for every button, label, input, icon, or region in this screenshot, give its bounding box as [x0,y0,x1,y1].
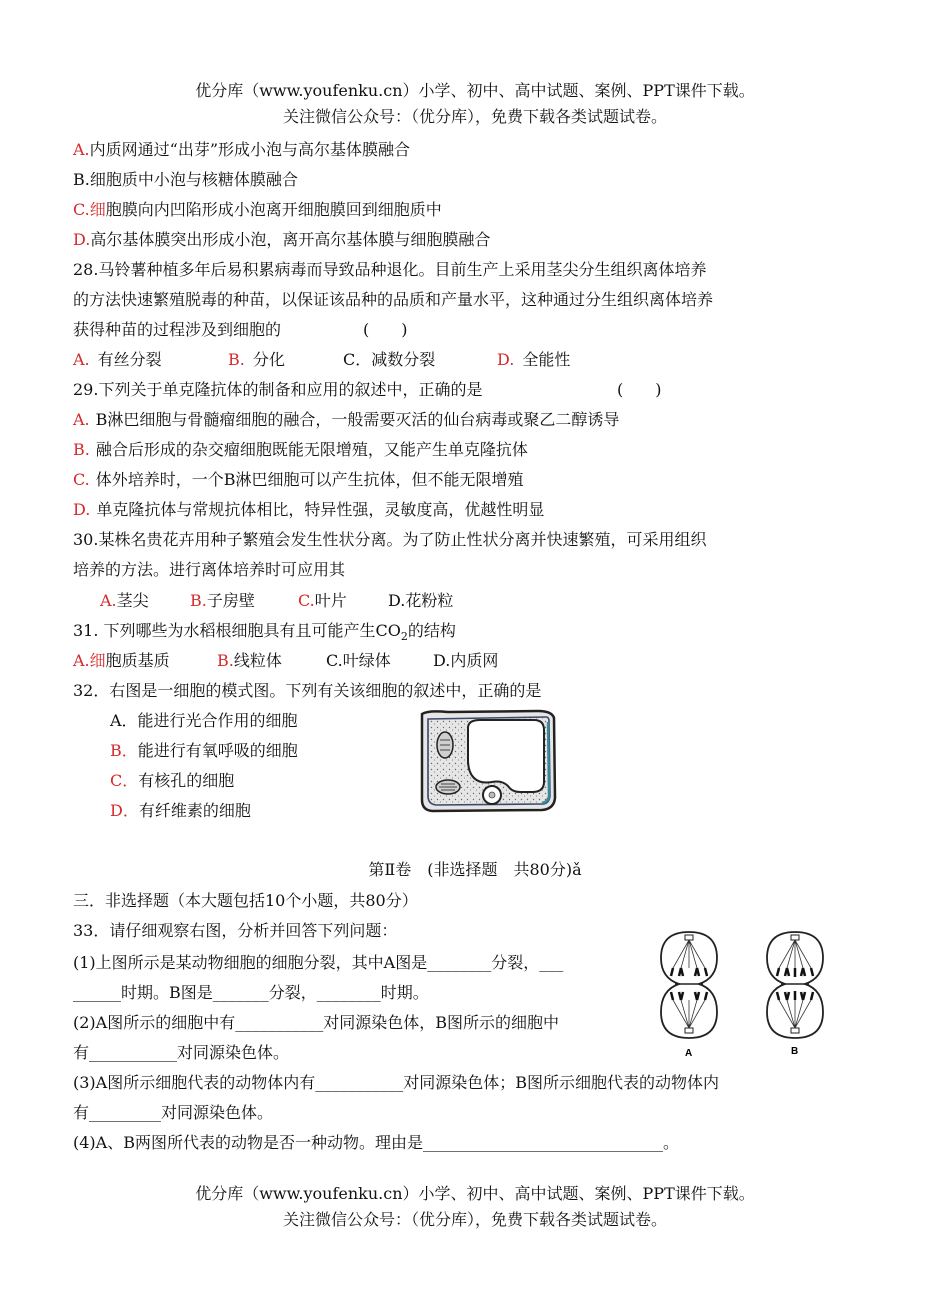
cell-a-centriole-top [685,935,693,940]
q28-b-text: 分化 [252,350,285,369]
q32-option-a: A．能进行光合作用的细胞 [110,711,298,730]
q28-a-text: 有丝分裂 [97,350,162,369]
q28-option-c: C．减数分裂 [343,350,436,369]
q27-c-text: 胞膜向内凹陷形成小泡离开细胞膜回到细胞质中 [105,200,442,219]
cell-b-figure [767,932,823,1057]
q27-option-d [73,229,490,251]
q30-stem-line-1: 30.某株名贵花卉用种子繁殖会发生性状分离。为了防止性状分离并快速繁殖，可采用组织 [73,530,707,549]
q33-sub1-line-2: ______时期。B图是_______分裂，________时期。 [73,983,429,1002]
q30-a-text: 茎尖 [116,591,149,610]
q30-option-a [100,590,149,612]
q29-a-text: B淋巴细胞与骨髓瘤细胞的融合，一般需要灭活的仙台病毒或聚乙二醇诱导 [95,410,620,429]
cell-b-label: B [791,1046,799,1057]
cell-division-figure [655,928,840,1058]
q28-d-text: 全能性 [522,350,571,369]
q30-b-letter: B. [190,591,207,610]
cell-a-label: A [685,1048,693,1058]
header-line-1: 优分库（www.youfenku.cn）小学、初中、高中试题、案例、PPT课件下载。 [195,81,755,100]
q32-b-text: 能进行有氧呼吸的细胞 [137,741,298,760]
cell-b-centriole-bottom [791,1028,799,1033]
q29-answer-bracket: ( ) [617,380,662,399]
q31-a-letter: A.细 [73,651,106,670]
q33-sub3-line-1: (3)A图所示细胞代表的动物体内有___________对同源染色体；B图所示细胞代表的动物体内 [73,1073,719,1092]
q28-option-b [228,349,285,371]
q32-stem: 32．右图是一细胞的模式图。下列有关该细胞的叙述中，正确的是 [73,681,542,700]
q27-a-text: 内质网通过“出芽”形成小泡与高尔基体膜融合 [89,140,411,159]
q31-option-d: D.内质网 [433,651,499,670]
q33-sub3-line-2: 有_________对同源染色体。 [73,1103,274,1122]
q30-option-c [298,590,347,612]
q27-d-text: 高尔基体膜突出形成小泡，离开高尔基体膜与细胞膜融合 [90,230,491,249]
q31-option-c: C.叶绿体 [326,651,391,670]
plant-cell-figure [418,708,558,814]
q27-c-letter: C.细 [73,200,106,219]
q29-b-text: 融合后形成的杂交瘤细胞既能无限增殖，又能产生单克隆抗体 [95,440,528,459]
q29-stem: 29.下列关于单克隆抗体的制备和应用的叙述中，正确的是 [73,380,483,399]
q31-b-letter: B. [217,651,234,670]
q30-c-text: 叶片 [314,591,347,610]
q32-d-text: 有纤维素的细胞 [138,801,251,820]
q29-d-text: 单克隆抗体与常规抗体相比，特异性强，灵敏度高，优越性明显 [96,500,545,519]
q33-stem: 33．请仔细观察右图，分析并回答下列问题： [73,921,398,940]
q32-d-letter: D． [110,801,139,820]
q32-option-d [110,800,251,822]
q27-option-b: B.细胞质中小泡与核糖体膜融合 [73,170,298,189]
q28-b-letter: B. [228,350,245,369]
q32-option-c [110,770,234,792]
q29-a-letter: A. [73,410,90,429]
q29-d-letter: D. [73,500,91,519]
q33-sub2-line-1: (2)A图所示的细胞中有___________对同源染色体，B图所示的细胞中 [73,1013,559,1032]
q31-stem [73,620,456,648]
q33-sub4: (4)A、B两图所代表的动物是否一种动物。理由是______________________________。 [73,1133,679,1152]
q30-option-d: D.花粉粒 [388,591,454,610]
footer-line-2: 关注微信公众号：（优分库），免费下载各类试题试卷。 [282,1210,667,1229]
q31-a-text: 胞质基质 [105,651,170,670]
q28-stem-line-1: 28.马铃薯种植多年后易积累病毒而导致品种退化。目前生产上采用茎尖分生组织离体培养 [73,260,707,279]
q32-c-text: 有核孔的细胞 [138,771,235,790]
q29-option-c [73,469,524,491]
q32-b-letter: B． [110,741,138,760]
q29-c-letter: C. [73,470,90,489]
q28-d-letter: D. [497,350,515,369]
q30-a-letter: A. [100,591,117,610]
q31-stem-post: 的结构 [407,621,456,640]
q29-c-text: 体外培养时，一个B淋巴细胞可以产生抗体，但不能无限增殖 [95,470,524,489]
q33-sub1-line-1: (1)上图所示是某动物细胞的细胞分裂，其中A图是________分裂，___ [73,953,564,972]
q28-a-letter: A. [73,350,90,369]
q31-b-text: 线粒体 [233,651,282,670]
q28-option-a [73,349,162,371]
cell-a-figure [661,932,717,1058]
q28-answer-bracket: ( ) [363,320,408,339]
part2-title: 第Ⅱ卷 (非选择题 共80分)ǎ [368,860,582,879]
part2-section-heading: 三．非选择题（本大题包括10个小题，共80分） [73,891,418,910]
q29-b-letter: B. [73,440,90,459]
q28-option-d [497,349,570,371]
vacuole [468,720,544,792]
cell-b-centriole-top [791,935,799,940]
q29-option-a [73,409,619,431]
q32-c-letter: C． [110,771,139,790]
q28-stem-line-2: 的方法快速繁殖脱毒的种苗，以保证该品种的品质和产量水平，这种通过分生组织离体培养 [73,290,714,309]
cell-a-centriole-bottom [685,1028,693,1033]
q27-d-letter: D. [73,230,91,249]
q29-option-d [73,499,544,521]
q30-b-text: 子房壁 [206,591,255,610]
q32-option-b [110,740,298,762]
q27-a-letter: A. [73,140,90,159]
q30-option-b [190,590,255,612]
q30-c-letter: C. [298,591,315,610]
nucleolus [489,792,495,798]
q27-option-c [73,199,442,221]
footer-line-1: 优分库（www.youfenku.cn）小学、初中、高中试题、案例、PPT课件下载。 [195,1184,755,1203]
q29-option-b [73,439,528,461]
q30-stem-line-2: 培养的方法。进行离体培养时可应用其 [73,560,346,579]
header-line-2: 关注微信公众号：（优分库），免费下载各类试题试卷。 [282,107,667,126]
q31-option-b [217,650,282,672]
q31-stem-pre: 31. 下列哪些为水稻根细胞具有且可能产生CO [73,621,401,640]
q31-option-a [73,650,170,672]
q33-sub2-line-2: 有___________对同源染色体。 [73,1043,290,1062]
q31-stem-sub: 2 [400,630,408,644]
q27-option-a [73,139,410,161]
q28-stem-line-3: 获得种苗的过程涉及到细胞的 [73,320,282,339]
